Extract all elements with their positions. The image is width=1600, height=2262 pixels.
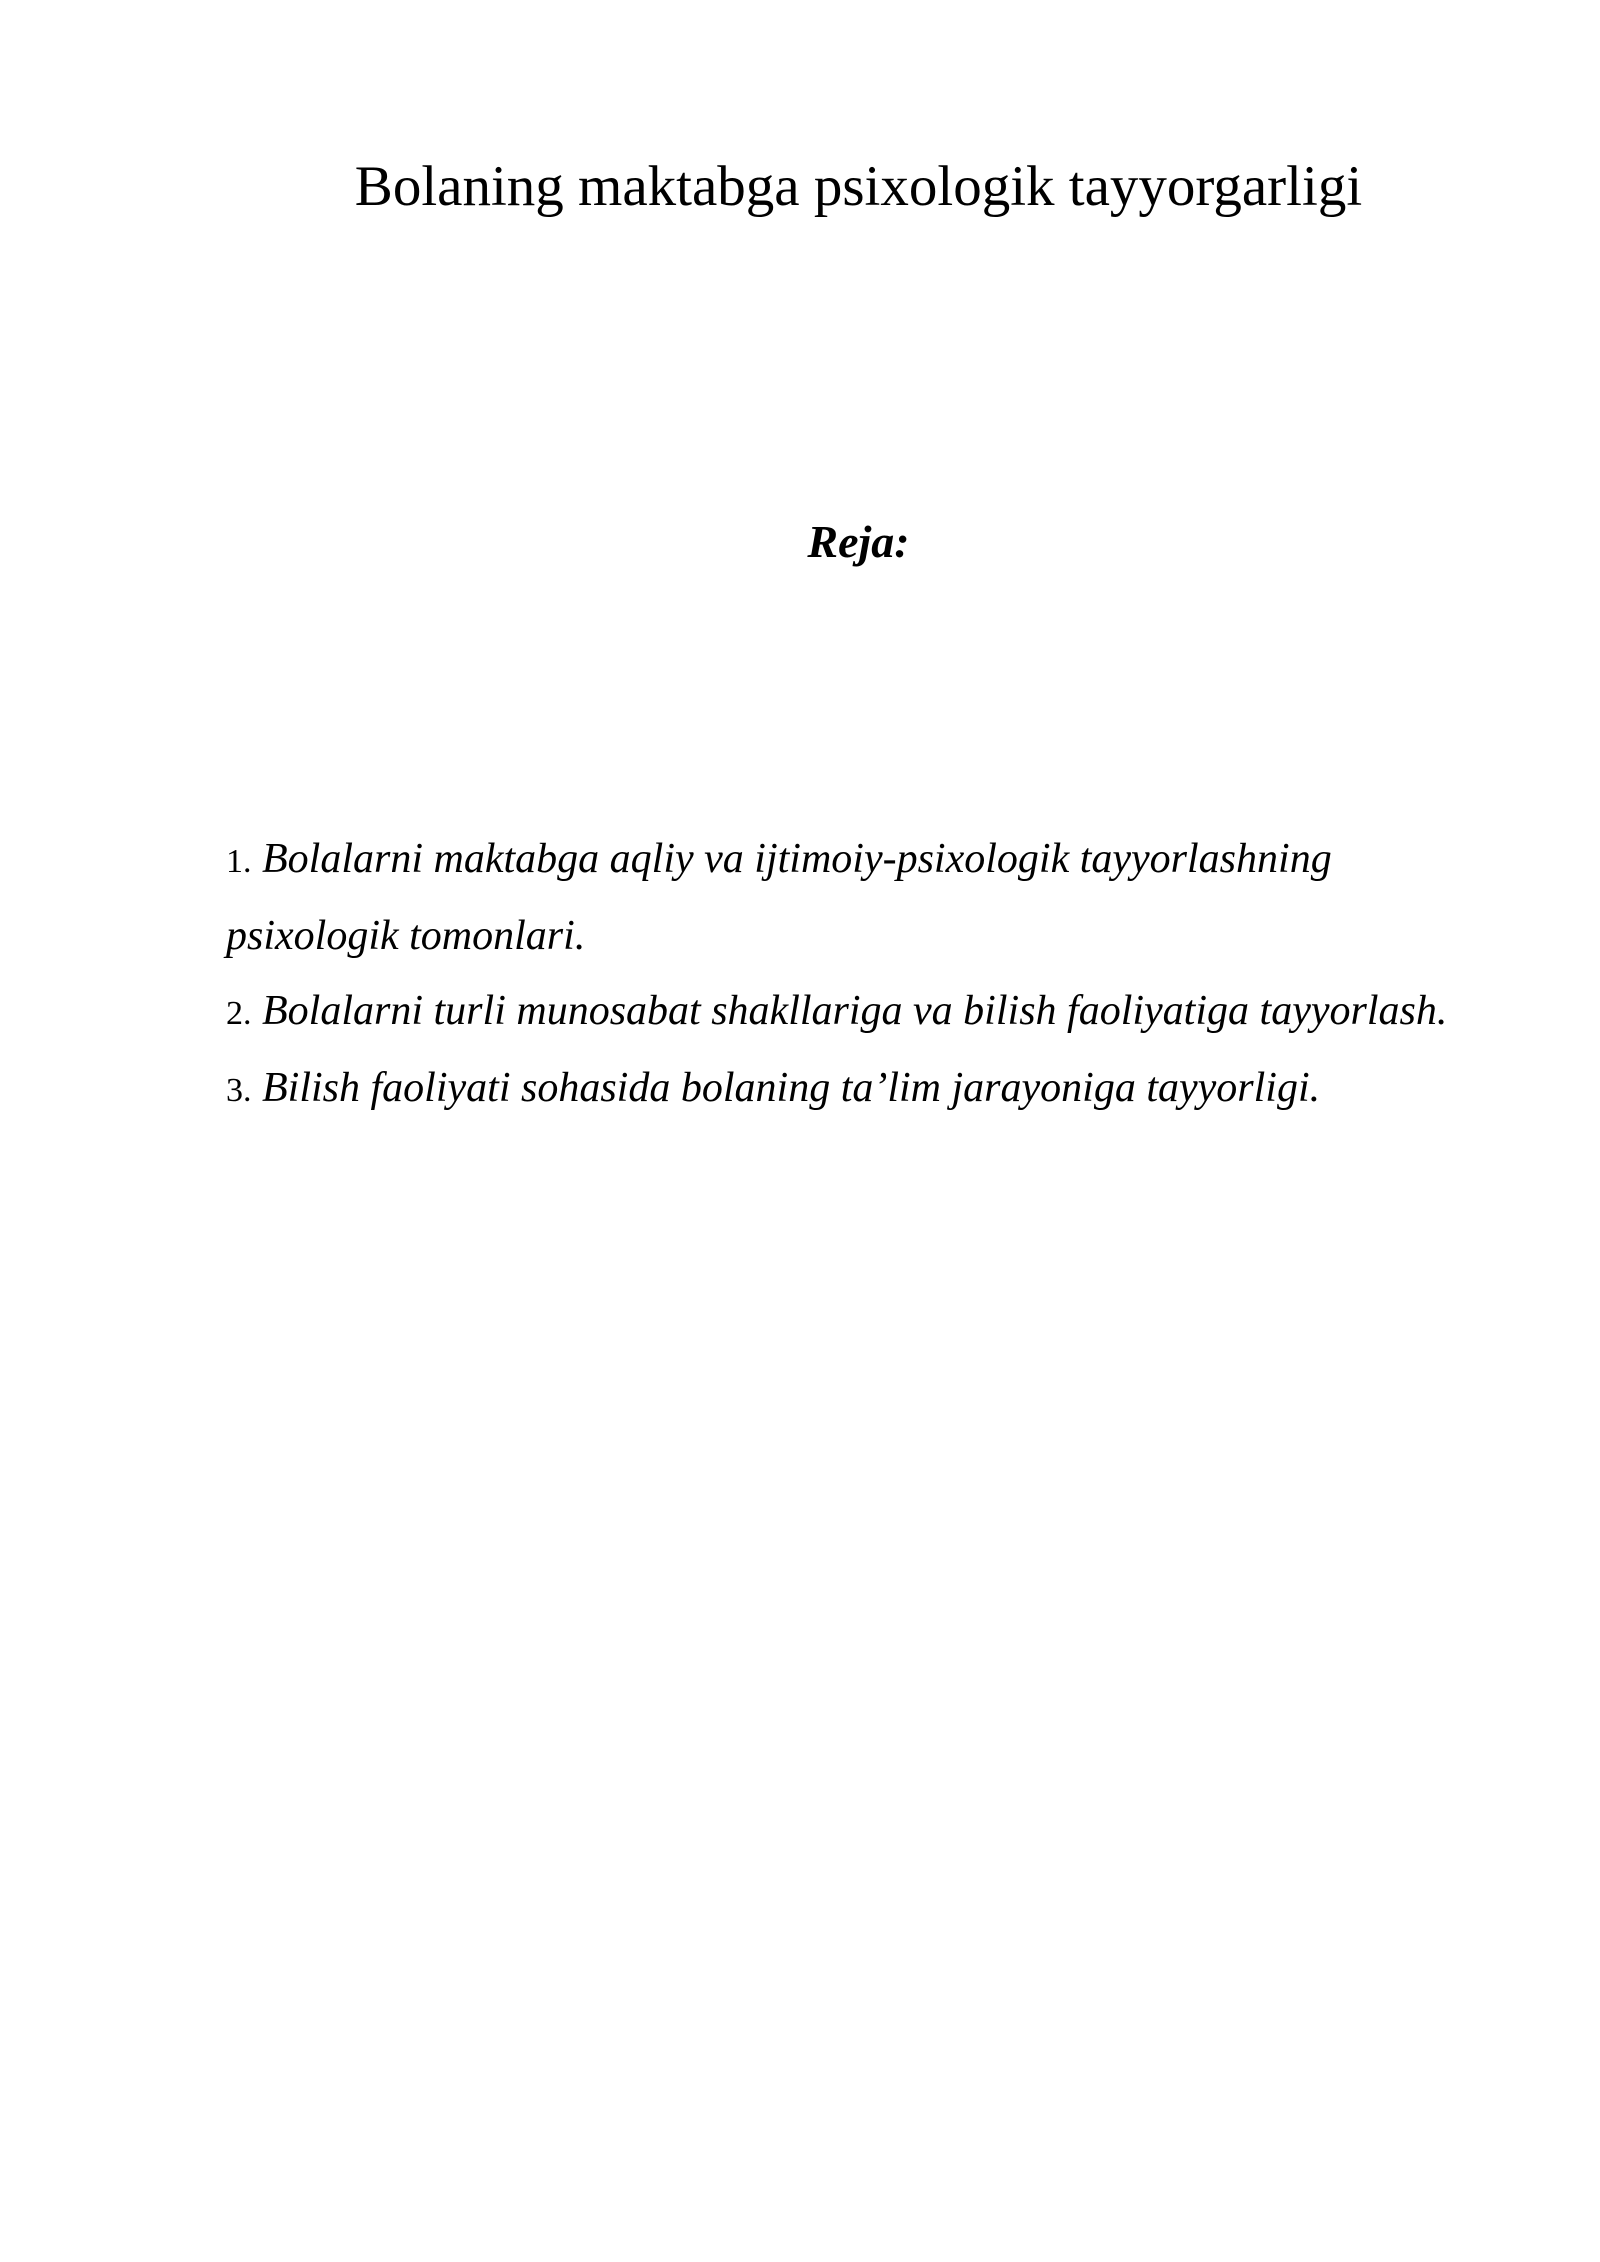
document-title: Bolaning maktabga psixologik tayyorgarligi xyxy=(354,155,1363,218)
plan-item-3 xyxy=(226,1051,1526,1128)
plan-item-text: Bolalarni maktabga aqliy va ijtimoiy-psixologik tayyorlashning xyxy=(262,836,1332,882)
plan-item-number: 3. xyxy=(226,1072,252,1109)
plan-list xyxy=(226,822,1526,1128)
plan-item-text: Bilish faoliyati sohasida bolaning ta’lim jarayoniga tayyorligi. xyxy=(262,1065,1321,1111)
plan-heading: Reja: xyxy=(807,516,910,567)
plan-item-1 xyxy=(226,822,1526,974)
plan-item-text: Bolalarni turli munosabat shakllariga va bilish faoliyatiga tayyorlash. xyxy=(262,988,1448,1034)
plan-item-number: 1. xyxy=(226,843,252,880)
plan-item-continuation: psixologik tomonlari. xyxy=(226,913,586,959)
plan-item-2 xyxy=(226,974,1526,1051)
plan-item-number: 2. xyxy=(226,995,252,1032)
